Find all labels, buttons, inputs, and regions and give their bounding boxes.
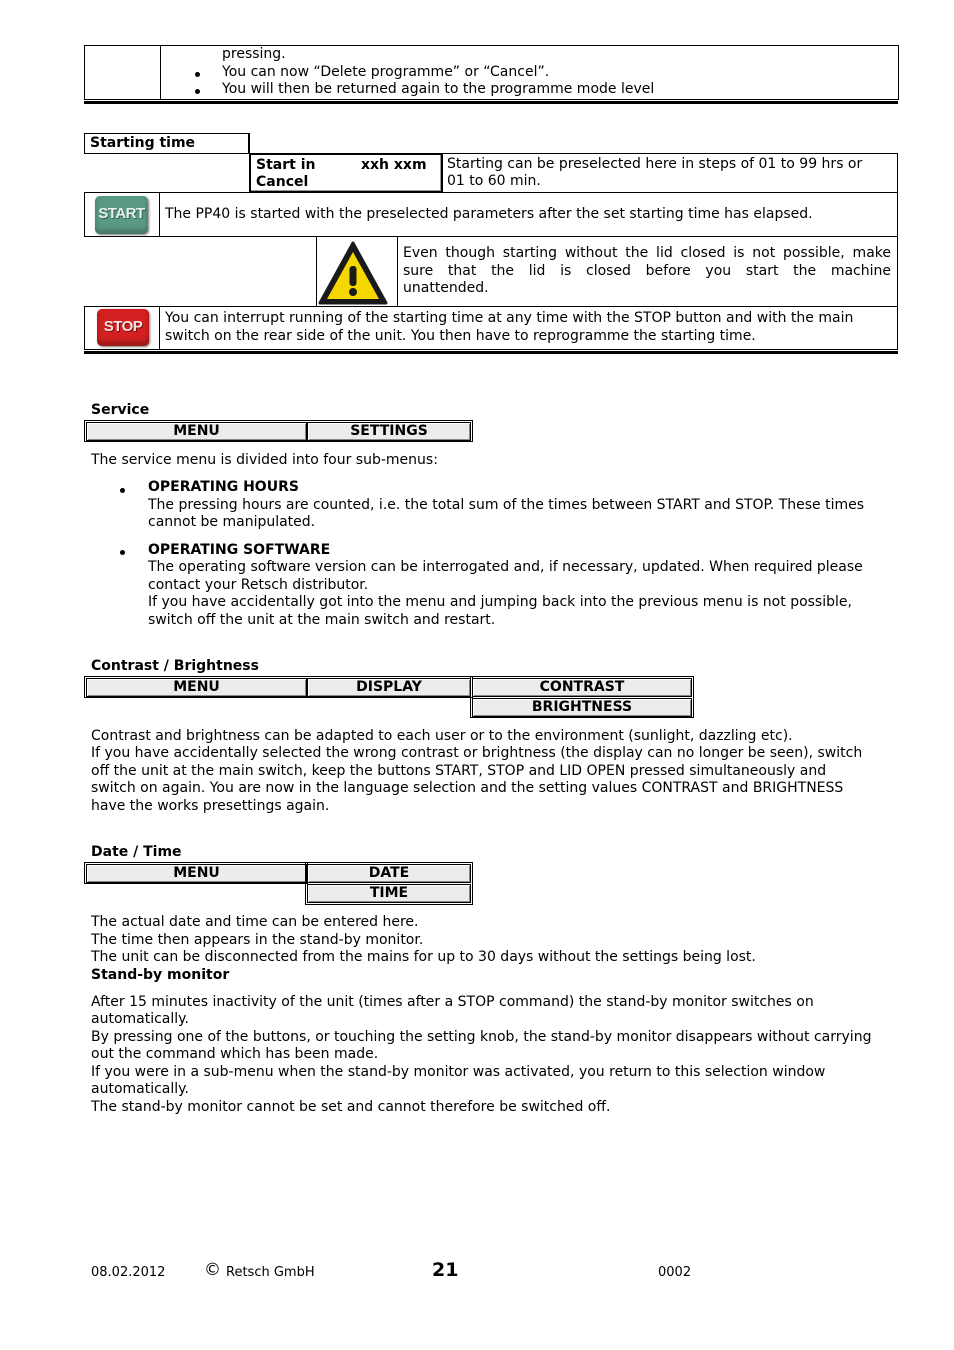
section-heading: Starting time: [90, 135, 196, 151]
warning-text: sure that the lid is closed before you start the machine: [403, 263, 891, 279]
key-label: Cancel: [256, 174, 309, 190]
table-bullet-text: You will then be returned again to the programme mode level: [222, 81, 655, 97]
date-cell: DATE: [307, 864, 471, 883]
paragraph-text: The service menu is divided into four sub-menus:: [91, 452, 438, 468]
section-heading: Stand-by monitor: [91, 967, 230, 983]
row-divider: [159, 192, 160, 237]
section-heading: Contrast / Brightness: [91, 658, 259, 674]
paragraph-text: If you have accidentally got into the menu and jumping back into the previous menu is not possible,: [148, 594, 852, 610]
section-heading: Service: [91, 402, 150, 418]
section-heading: Date / Time: [91, 844, 182, 860]
section-rule-thick: [84, 351, 898, 354]
menu-cell: MENU: [86, 864, 307, 883]
paragraph-text: If you have accidentally selected the wrong contrast or brightness (the display can no longer be seen), switch: [91, 745, 863, 761]
subsection-title: OPERATING HOURS: [148, 479, 299, 495]
table-rule: [84, 99, 898, 100]
key-display: [249, 153, 443, 193]
warning-text: Even though starting without the lid closed is not possible, make: [403, 245, 891, 261]
table-text: pressing.: [222, 46, 286, 62]
footer-date: 08.02.2012: [91, 1265, 166, 1280]
paragraph-text: contact your Retsch distributor.: [148, 577, 369, 593]
copyright-icon: ©: [204, 1260, 221, 1280]
paragraph-text: automatically.: [91, 1011, 189, 1027]
paragraph-text: If you were in a sub-menu when the stand-by monitor was activated, you return to this selection window: [91, 1064, 826, 1080]
bullet: [120, 550, 125, 555]
start-label: START: [98, 205, 145, 222]
paragraph-text: switch on again. You are now in the language selection and the setting values CONTRAST and BRIGHTNESS: [91, 780, 844, 796]
menu-cell: MENU: [86, 422, 307, 441]
paragraph-text: By pressing one of the buttons, or touching the setting knob, the stand-by monitor disappears without carrying: [91, 1029, 872, 1045]
paragraph-text: The stand-by monitor cannot be set and cannot therefore be switched off.: [91, 1099, 611, 1115]
row-divider: [159, 306, 160, 350]
key-value: xxh xxm: [361, 157, 427, 173]
display-cell: DISPLAY: [307, 678, 471, 697]
contrast-cell: CONTRAST: [472, 678, 692, 697]
description-text: Starting can be preselected here in steps of 01 to 99 hrs or: [447, 156, 863, 172]
paragraph-text: have the works presettings again.: [91, 798, 330, 814]
paragraph-text: The operating software version can be interrogated and, if necessary, updated. When required please: [148, 559, 863, 575]
paragraph-text: cannot be manipulated.: [148, 514, 316, 530]
paragraph-text: switch off the unit at the main switch and restart.: [148, 612, 496, 628]
stop-text: You can interrupt running of the starting time at any time with the STOP button and with the main: [165, 310, 854, 326]
settings-cell: SETTINGS: [307, 422, 471, 441]
menu-cell: MENU: [86, 678, 307, 697]
paragraph-text: out the command which has been made.: [91, 1046, 379, 1062]
paragraph-text: The time then appears in the stand-by monitor.: [91, 932, 424, 948]
time-cell: TIME: [307, 884, 471, 903]
section-rule: [84, 349, 898, 350]
table-rule-thick: [84, 101, 898, 104]
paragraph-text: The pressing hours are counted, i.e. the total sum of the times between START and STOP. These times: [148, 497, 865, 513]
stop-label: STOP: [103, 318, 143, 335]
bullet: [120, 488, 125, 493]
table-bullet-text: You can now “Delete programme” or “Cancel”.: [222, 64, 550, 80]
footer-code: 0002: [658, 1265, 692, 1280]
table-divider: [160, 46, 161, 100]
paragraph-text: automatically.: [91, 1081, 189, 1097]
bullet: [195, 72, 200, 77]
description-cell: [443, 153, 898, 193]
warning-icon: [317, 240, 389, 306]
key-label: Start in: [256, 157, 316, 173]
warning-text: unattended.: [403, 280, 489, 296]
paragraph-text: The actual date and time can be entered here.: [91, 914, 419, 930]
paragraph-text: After 15 minutes inactivity of the unit (times after a STOP command) the stand-by monitor switches on: [91, 994, 814, 1010]
brightness-cell: BRIGHTNESS: [472, 698, 692, 717]
start-button-icon: [95, 196, 148, 234]
footer-company: Retsch GmbH: [226, 1265, 315, 1280]
page-number: 21: [432, 1259, 459, 1281]
subsection-title: OPERATING SOFTWARE: [148, 542, 331, 558]
stop-button-icon: [97, 309, 149, 346]
stop-text: switch on the rear side of the unit. You then have to reprogramme the starting time.: [165, 328, 756, 344]
bullet: [195, 89, 200, 94]
section-heading-box: [84, 133, 250, 154]
start-text: The PP40 is started with the preselected parameters after the set starting time has elapsed.: [165, 206, 813, 222]
row-divider: [397, 236, 398, 307]
paragraph-text: The unit can be disconnected from the mains for up to 30 days without the settings being lost.: [91, 949, 756, 965]
description-text: 01 to 60 min.: [447, 173, 541, 189]
paragraph-text: Contrast and brightness can be adapted to each user or to the environment (sunlight, dazzling etc).: [91, 728, 793, 744]
paragraph-text: off the unit at the main switch, keep the buttons START, STOP and LID OPEN pressed simultaneously and: [91, 763, 827, 779]
